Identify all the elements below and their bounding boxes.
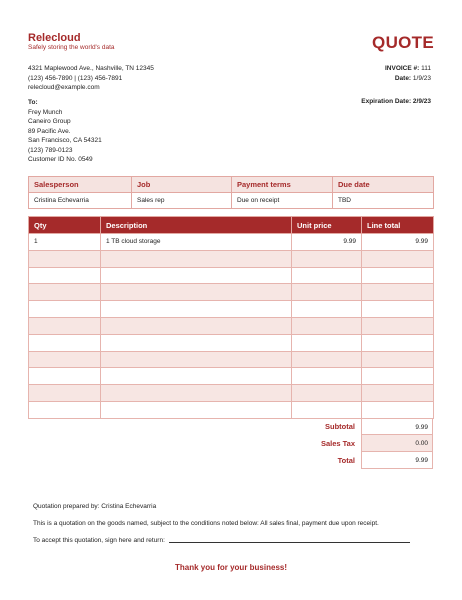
expiration-label: Expiration Date: xyxy=(361,98,412,105)
items-header-row xyxy=(29,217,434,234)
item-description: 1 TB cloud storage xyxy=(101,234,292,251)
sign-prompt: To accept this quotation, sign here and return: xyxy=(33,537,165,544)
item-qty xyxy=(29,267,101,284)
info-header-payment-terms: Payment terms xyxy=(232,177,333,193)
item-description xyxy=(101,368,292,385)
item-unit-price xyxy=(292,401,362,418)
table-row xyxy=(29,401,434,418)
item-qty xyxy=(29,334,101,351)
table-row xyxy=(29,301,434,318)
table-row xyxy=(29,317,434,334)
item-line-total xyxy=(362,385,434,402)
info-header-row xyxy=(29,177,434,193)
item-unit-price xyxy=(292,368,362,385)
company-email: relecloud@example.com xyxy=(28,84,100,91)
company-address-block xyxy=(28,64,154,93)
invoice-number-label: INVOICE #: xyxy=(384,65,420,72)
item-line-total: 9.99 xyxy=(362,234,434,251)
item-description xyxy=(101,334,292,351)
company-phones: (123) 456-7890 | (123) 456-7891 xyxy=(28,74,123,82)
item-qty xyxy=(29,301,101,318)
expiration-value: 2/9/23 xyxy=(412,98,431,105)
items-header-qty: Qty xyxy=(29,217,101,234)
company-address: 4321 Maplewood Ave., Nashville, TN 12345 xyxy=(28,65,154,72)
sales-tax-row xyxy=(291,435,433,452)
info-header-due-date: Due date xyxy=(333,177,434,193)
totals-block xyxy=(291,418,433,469)
recipient-line: Frey Munch xyxy=(28,108,63,116)
company-tagline: Safely storing the world's data xyxy=(28,44,115,51)
recipient-line: Caneiro Group xyxy=(28,118,71,125)
company-name: Relecloud xyxy=(28,32,81,44)
item-unit-price xyxy=(292,301,362,318)
item-line-total xyxy=(362,267,434,284)
item-line-total xyxy=(362,301,434,318)
table-row xyxy=(29,250,434,267)
invoice-meta xyxy=(385,64,431,83)
item-qty xyxy=(29,250,101,267)
table-row xyxy=(29,334,434,351)
recipient-line: San Francisco, CA 54321 xyxy=(28,137,102,144)
item-qty: 1 xyxy=(29,234,101,251)
items-body xyxy=(29,234,434,419)
item-description xyxy=(101,267,292,284)
item-unit-price xyxy=(292,250,362,267)
item-description xyxy=(101,351,292,368)
table-row xyxy=(29,267,434,284)
item-qty xyxy=(29,317,101,334)
item-qty xyxy=(29,385,101,402)
info-due-date: TBD xyxy=(333,193,434,209)
item-line-total xyxy=(362,284,434,301)
info-salesperson: Cristina Echevarria xyxy=(29,193,132,209)
item-unit-price xyxy=(292,385,362,402)
item-unit-price: 9.99 xyxy=(292,234,362,251)
item-line-total xyxy=(362,401,434,418)
sales-tax-label: Sales Tax xyxy=(320,439,355,448)
item-line-total xyxy=(362,368,434,385)
item-qty xyxy=(29,368,101,385)
thank-you-message: Thank you for your business! xyxy=(174,563,287,572)
subtotal-label: Subtotal xyxy=(325,422,355,431)
item-unit-price xyxy=(292,267,362,284)
signature-line xyxy=(33,537,410,544)
item-description xyxy=(101,250,292,267)
item-unit-price xyxy=(292,284,362,301)
item-description xyxy=(101,401,292,418)
expiration-date xyxy=(361,98,431,105)
info-job: Sales rep xyxy=(132,193,232,209)
line-items-table xyxy=(28,216,434,419)
invoice-date: 1/9/23 xyxy=(412,74,431,82)
item-qty xyxy=(29,284,101,301)
recipient-line: 89 Pacific Ave. xyxy=(28,127,71,135)
recipient-block xyxy=(28,98,102,165)
quote-terms: This is a quotation on the goods named, subject to the conditions noted below: All sales final, payment due upon receipt. xyxy=(33,520,379,527)
recipient-line: (123) 789-0123 xyxy=(28,146,73,154)
table-row xyxy=(29,385,434,402)
item-description xyxy=(101,301,292,318)
table-row xyxy=(29,284,434,301)
item-description xyxy=(101,284,292,301)
table-row xyxy=(29,234,434,251)
subtotal-row xyxy=(291,418,433,435)
subtotal-value: 9.99 xyxy=(361,418,433,435)
item-line-total xyxy=(362,250,434,267)
total-label: Total xyxy=(337,456,355,465)
sales-tax-value: 0.00 xyxy=(361,435,433,452)
info-header-salesperson: Salesperson xyxy=(29,177,132,193)
item-qty xyxy=(29,351,101,368)
item-unit-price xyxy=(292,351,362,368)
signature-field[interactable] xyxy=(169,542,410,543)
date-label: Date: xyxy=(394,74,412,82)
invoice-number: 111 xyxy=(421,65,431,72)
item-line-total xyxy=(362,317,434,334)
item-description xyxy=(101,385,292,402)
info-table xyxy=(28,176,434,209)
total-value: 9.99 xyxy=(361,452,433,469)
document-title: QUOTE xyxy=(372,33,434,52)
info-header-job: Job xyxy=(132,177,232,193)
info-value-row xyxy=(29,193,434,209)
recipient-line: Customer ID No. 0549 xyxy=(28,156,93,163)
item-unit-price xyxy=(292,317,362,334)
recipient-label: To: xyxy=(28,99,38,106)
prepared-by: Quotation prepared by: Cristina Echevarria xyxy=(33,503,157,510)
info-payment-terms: Due on receipt xyxy=(232,193,333,209)
item-line-total xyxy=(362,334,434,351)
items-header-unit-price: Unit price xyxy=(292,217,362,234)
table-row xyxy=(29,368,434,385)
item-line-total xyxy=(362,351,434,368)
item-qty xyxy=(29,401,101,418)
items-header-description: Description xyxy=(101,217,292,234)
table-row xyxy=(29,351,434,368)
items-header-line-total: Line total xyxy=(362,217,434,234)
total-row xyxy=(291,452,433,469)
item-description xyxy=(101,317,292,334)
item-unit-price xyxy=(292,334,362,351)
